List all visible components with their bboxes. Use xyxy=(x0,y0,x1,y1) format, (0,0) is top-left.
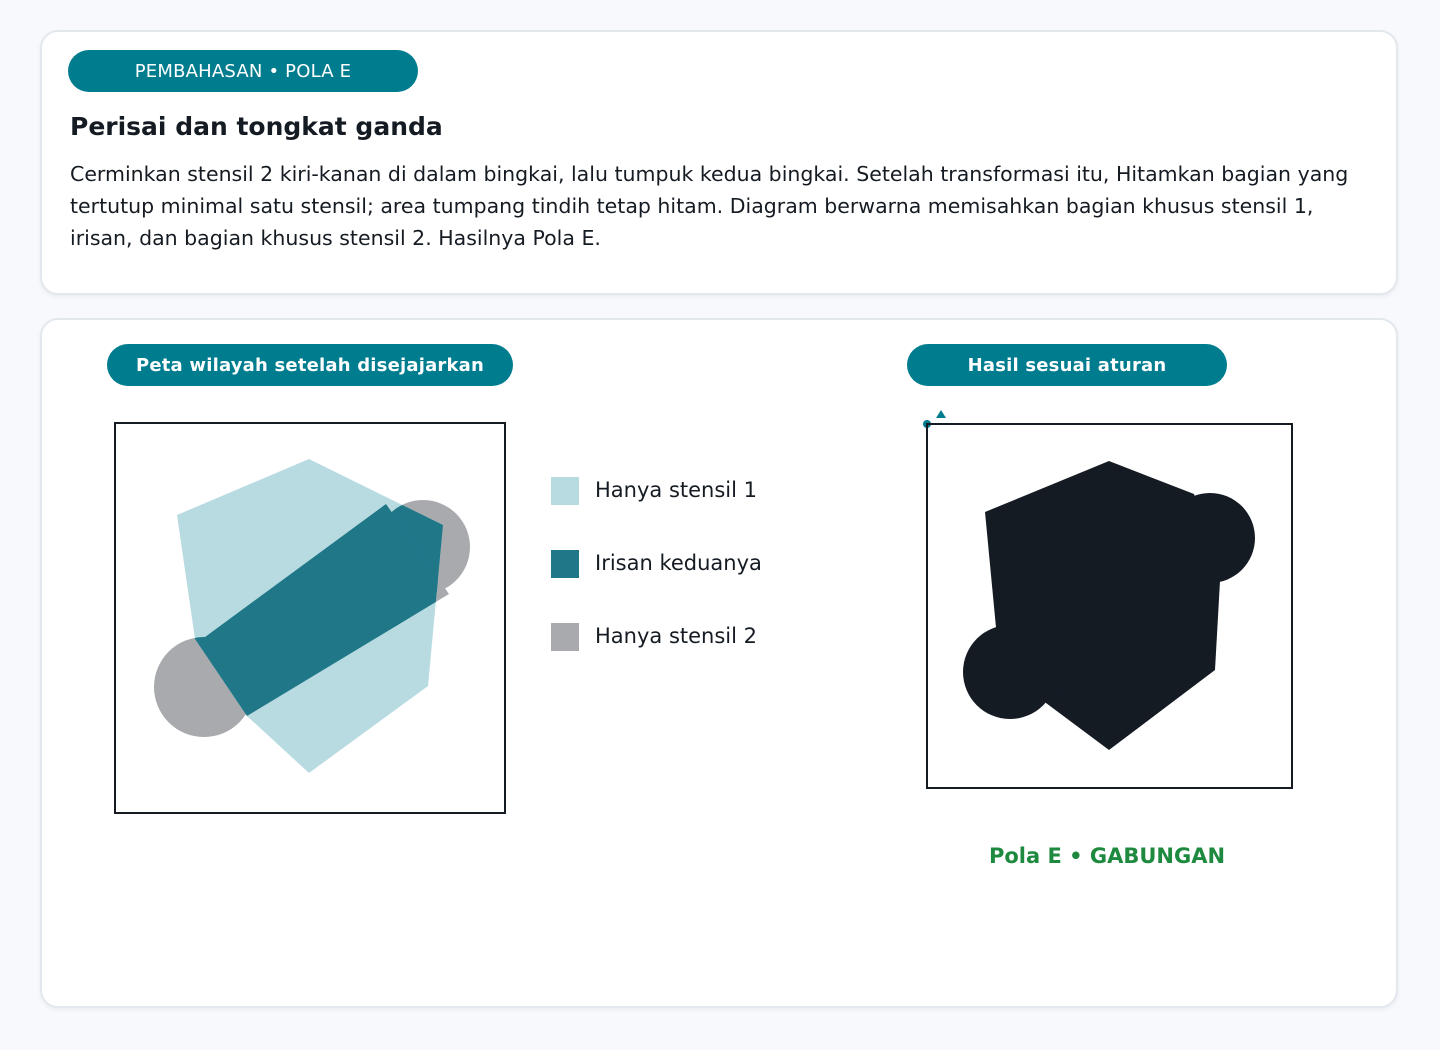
legend-label: Hanya stensil 1 xyxy=(595,478,757,502)
legend-label: Hanya stensil 2 xyxy=(595,624,757,648)
legend-swatch-stencil-2 xyxy=(551,623,579,651)
explanation-card xyxy=(40,30,1398,295)
explanation-text: Cerminkan stensil 2 kiri-kanan di dalam bingkai, lalu tumpuk kedua bingkai. Setelah transformasi itu, Hitamkan bagian yang tertutup minimal satu stensil; area tumpang tindih tetap hitam. Diagram berwarna memisahkan bagian khusus stensil 1, irisan, dan bagian khusus stensil 2. Hasilnya Pola E. xyxy=(70,162,1349,250)
region-map-diagram xyxy=(114,422,510,818)
legend-swatch-stencil-1 xyxy=(551,477,579,505)
legend-swatch-intersection xyxy=(551,550,579,578)
region-map-heading: Peta wilayah setelah disejajarkan xyxy=(107,344,513,386)
diagram-card xyxy=(40,318,1398,1008)
page-title: Perisai dan tongkat ganda xyxy=(70,112,443,141)
orientation-triangle-icon xyxy=(936,410,946,418)
union-shape xyxy=(963,461,1255,750)
result-caption: Pola E • GABUNGAN xyxy=(988,844,1226,868)
result-heading: Hasil sesuai aturan xyxy=(907,344,1227,386)
section-badge: PEMBAHASAN • POLA E xyxy=(68,50,418,92)
legend-label: Irisan keduanya xyxy=(595,551,762,575)
result-diagram xyxy=(922,406,1322,806)
